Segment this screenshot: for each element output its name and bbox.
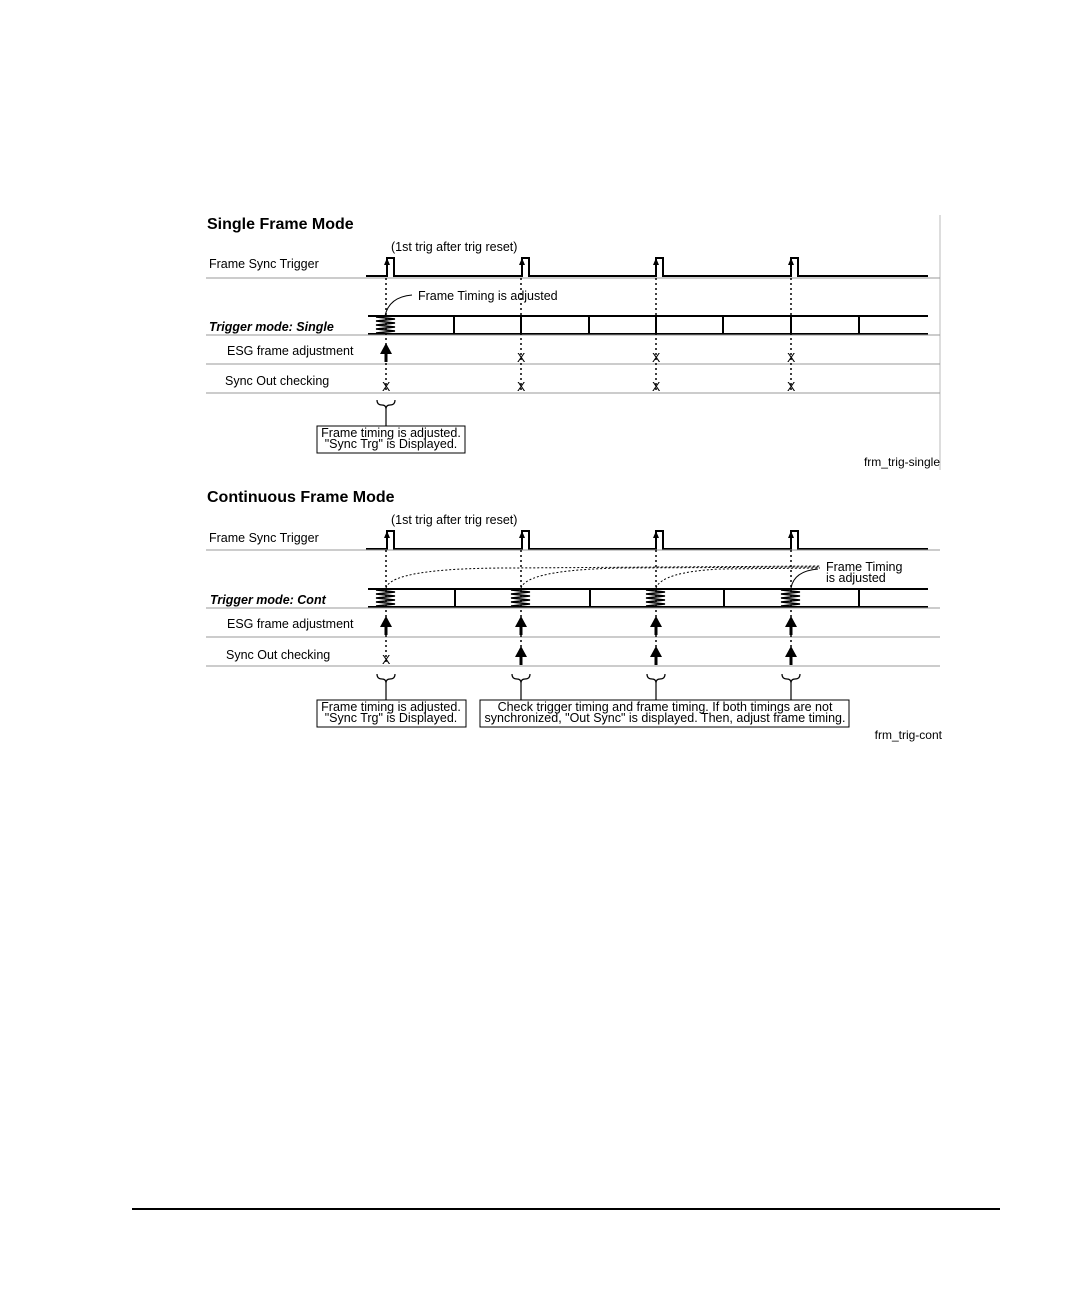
- cont-mode-title: Continuous Frame Mode: [207, 489, 395, 506]
- single-sync-x-mark-1: X: [382, 380, 391, 394]
- single-frame-timing-pointer: [385, 295, 412, 316]
- single-frame-timing-note: Frame Timing is adjusted: [418, 289, 558, 303]
- cont-callout-right-line2: synchronized, "Out Sync" is displayed. Then, adjust frame timing.: [484, 711, 846, 725]
- page-footer-rule: [132, 1208, 1000, 1210]
- single-trigger-edge-arrow-1: [384, 258, 390, 265]
- single-trigger-mode-label: Trigger mode: Single: [209, 320, 334, 334]
- cont-trigger-waveform: [366, 531, 928, 549]
- single-frame-mode-panel: [206, 215, 940, 470]
- cont-frame-sync-trigger-label: Frame Sync Trigger: [209, 531, 319, 545]
- continuous-frame-mode-panel: [206, 489, 943, 742]
- cont-trigger-edge-arrow-3: [653, 531, 659, 538]
- cont-callout-right-line1: Check trigger timing and frame timing. If both timings are not: [497, 700, 833, 714]
- cont-trigger-edge-arrow-4: [788, 531, 794, 538]
- single-callout-bracket: [377, 400, 395, 426]
- single-figure-ref: frm_trig-single: [863, 455, 940, 469]
- single-esg-x-mark-3: X: [652, 351, 661, 365]
- cont-sync-out-checking-label: Sync Out checking: [226, 648, 331, 662]
- single-callout-line1: Frame timing is adjusted.: [321, 426, 461, 440]
- single-esg-adjust-arrow: [380, 343, 392, 362]
- single-first-trig-note: (1st trig after trig reset): [391, 240, 518, 254]
- single-sync-x-mark-4: X: [787, 380, 796, 394]
- single-frame-bar: [368, 316, 928, 334]
- cont-trigger-mode-label: Trigger mode: Cont: [210, 593, 326, 607]
- single-sync-x-mark-2: X: [517, 380, 526, 394]
- cont-figure-ref: frm_trig-cont: [874, 728, 942, 742]
- cont-frame-timing-pointers: [386, 566, 820, 588]
- cont-callout-left-line1: Frame timing is adjusted.: [321, 700, 461, 714]
- single-trigger-edge-arrow-3: [653, 258, 659, 265]
- cont-sync-out-arrows: [515, 646, 797, 665]
- cont-first-trig-note: (1st trig after trig reset): [391, 513, 518, 527]
- cont-callout-left-line2: "Sync Trg" is Displayed.: [324, 711, 458, 725]
- cont-jitter-marks: [376, 590, 800, 606]
- cont-esg-adjust-arrows: [380, 616, 797, 635]
- cont-frame-timing-pointer-last: [791, 569, 818, 588]
- single-trigger-edge-arrow-2: [519, 258, 525, 265]
- cont-trigger-edge-arrow-1: [384, 531, 390, 538]
- single-esg-x-mark-4: X: [787, 351, 796, 365]
- single-frame-sync-trigger-label: Frame Sync Trigger: [209, 257, 319, 271]
- cont-trigger-edge-arrow-2: [519, 531, 525, 538]
- cont-callout-brackets: [377, 674, 800, 700]
- cont-sync-x-mark-1: X: [382, 653, 391, 667]
- cont-frame-timing-note-line1: Frame Timing: [826, 560, 903, 574]
- single-trigger-edge-arrow-4: [788, 258, 794, 265]
- single-callout-line2: "Sync Trg" is Displayed.: [324, 437, 458, 451]
- single-esg-x-mark-2: X: [517, 351, 526, 365]
- cont-esg-frame-adjustment-label: ESG frame adjustment: [227, 617, 354, 631]
- single-sync-x-mark-3: X: [652, 380, 661, 394]
- single-esg-frame-adjustment-label: ESG frame adjustment: [227, 344, 354, 358]
- single-trigger-waveform: [366, 258, 928, 276]
- single-sync-out-checking-label: Sync Out checking: [225, 374, 330, 388]
- cont-frame-timing-note-line2: is adjusted: [826, 571, 886, 585]
- single-mode-title: Single Frame Mode: [207, 216, 354, 233]
